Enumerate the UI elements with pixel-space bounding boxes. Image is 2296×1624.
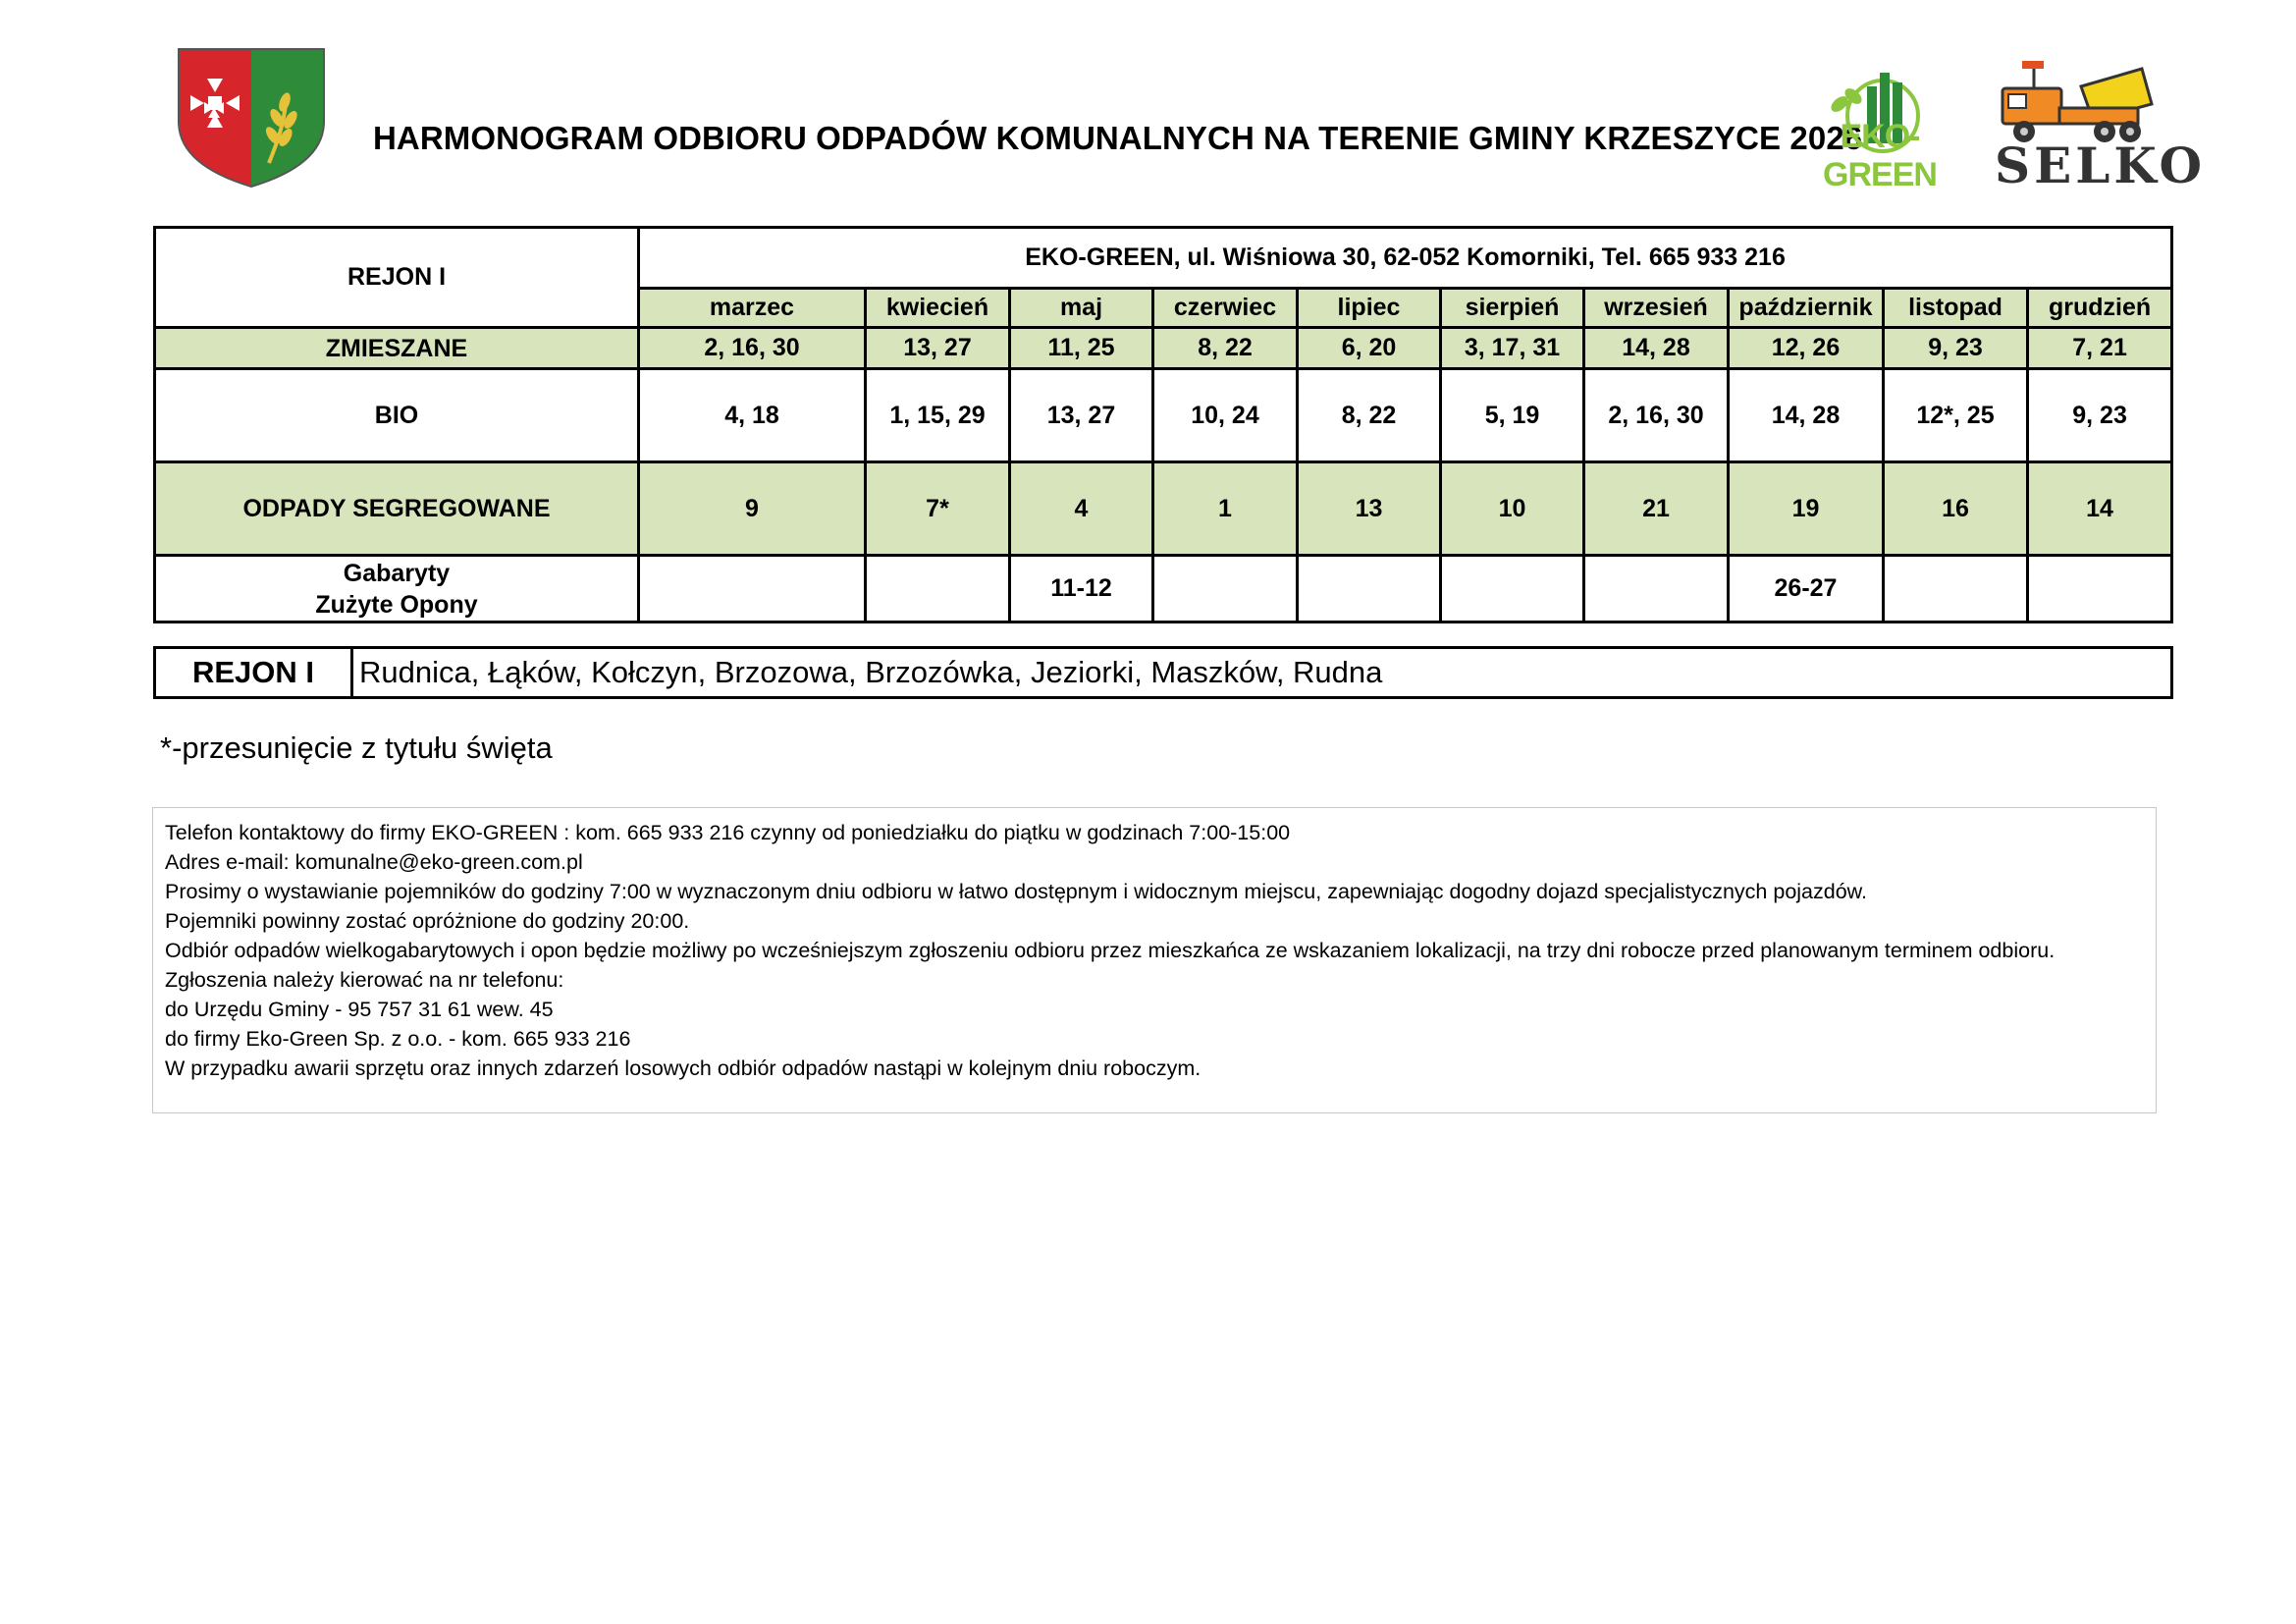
table-cell: 12*, 25	[1884, 369, 2028, 462]
info-line: W przypadku awarii sprzętu oraz innych zdarzeń losowych odbiór odpadów nastąpi w kolejnym dniu roboczym.	[165, 1056, 1201, 1080]
table-cell: 16	[1884, 462, 2028, 556]
eko-green-logo	[1800, 67, 1959, 194]
table-row-zmieszane	[155, 328, 2172, 369]
table-cell: 1, 15, 29	[866, 369, 1010, 462]
table-cell: 5, 19	[1441, 369, 1584, 462]
row-label	[155, 556, 639, 623]
row-label: BIO	[155, 369, 639, 462]
month-header: listopad	[1884, 289, 2028, 328]
table-cell: 14, 28	[1729, 369, 1884, 462]
table-cell: 8, 22	[1153, 328, 1298, 369]
table-cell: 9, 23	[1884, 328, 2028, 369]
info-line: Pojemniki powinny zostać opróżnione do godziny 20:00.	[165, 909, 690, 933]
table-cell: 2, 16, 30	[1584, 369, 1729, 462]
info-line: Zgłoszenia należy kierować na nr telefonu:	[165, 968, 564, 992]
table-cell: 3, 17, 31	[1441, 328, 1584, 369]
table-cell: 11, 25	[1010, 328, 1153, 369]
month-header: lipiec	[1298, 289, 1441, 328]
month-header: październik	[1729, 289, 1884, 328]
info-line: Prosimy o wystawianie pojemników do godziny 7:00 w wyznaczonym dniu odbioru w łatwo dostępnym i widocznym miejscu, zapewniając dogodny dojazd specjalistycznych pojazdów.	[165, 880, 1867, 903]
table-cell: 13	[1298, 462, 1441, 556]
schedule-table	[153, 226, 2173, 623]
info-line: Telefon kontaktowy do firmy EKO-GREEN : kom. 665 933 216 czynny od poniedziałku do piątku w godzinach 7:00-15:00	[165, 821, 1291, 844]
table-cell	[1153, 556, 1298, 623]
table-cell: 10	[1441, 462, 1584, 556]
info-line: do firmy Eko-Green Sp. z o.o. - kom. 665 933 216	[165, 1027, 631, 1051]
table-cell	[1441, 556, 1584, 623]
selko-logo	[1995, 59, 2207, 194]
month-header: wrzesień	[1584, 289, 1729, 328]
company-header: EKO-GREEN, ul. Wiśniowa 30, 62-052 Komorniki, Tel. 665 933 216	[639, 228, 2172, 289]
table-cell	[1884, 556, 2028, 623]
row-label: ZMIESZANE	[155, 328, 639, 369]
row-label-line: Gabaryty	[343, 559, 451, 587]
table-cell: 13, 27	[1010, 369, 1153, 462]
table-cell: 10, 24	[1153, 369, 1298, 462]
region-localities-table	[153, 646, 2173, 699]
region-localities: Rudnica, Łąków, Kołczyn, Brzozowa, Brzozówka, Jeziorki, Maszków, Rudna	[352, 648, 2172, 698]
table-cell: 26-27	[1729, 556, 1884, 623]
table-cell: 2, 16, 30	[639, 328, 866, 369]
table-cell: 6, 20	[1298, 328, 1441, 369]
page-title: HARMONOGRAM ODBIORU ODPADÓW KOMUNALNYCH NA TERENIE GMINY KRZESZYCE 2026	[373, 120, 1863, 156]
eko-green-logo-text: EKO-GREEN	[1823, 118, 1937, 193]
table-cell: 4, 18	[639, 369, 866, 462]
table-cell	[2028, 556, 2172, 623]
table-cell: 4	[1010, 462, 1153, 556]
info-line: Odbiór odpadów wielkogabarytowych i opon będzie możliwy po wcześniejszym zgłoszeniu odbioru przez mieszkańca ze wskazaniem lokalizacji, na trzy dni robocze przed planowanym terminem odbioru.	[165, 939, 2056, 962]
table-cell: 11-12	[1010, 556, 1153, 623]
table-row-segregowane	[155, 462, 2172, 556]
table-cell: 7*	[866, 462, 1010, 556]
holiday-note: *-przesunięcie z tytułu święta	[160, 731, 553, 765]
table-cell: 14, 28	[1584, 328, 1729, 369]
table-cell: 9	[639, 462, 866, 556]
table-cell	[866, 556, 1010, 623]
table-cell: 9, 23	[2028, 369, 2172, 462]
table-cell: 19	[1729, 462, 1884, 556]
table-cell: 21	[1584, 462, 1729, 556]
info-line: do Urzędu Gminy - 95 757 31 61 wew. 45	[165, 998, 554, 1021]
selko-logo-text: SELKO	[1995, 136, 2207, 194]
row-label-line: Zużyte Opony	[315, 590, 478, 619]
table-cell: 13, 27	[866, 328, 1010, 369]
month-header: marzec	[639, 289, 866, 328]
month-header: kwiecień	[866, 289, 1010, 328]
table-cell	[639, 556, 866, 623]
info-box	[152, 807, 2157, 1113]
region-label: REJON I	[155, 648, 352, 698]
month-header: maj	[1010, 289, 1153, 328]
crest-logo	[175, 45, 328, 189]
month-header: grudzień	[2028, 289, 2172, 328]
row-label: ODPADY SEGREGOWANE	[155, 462, 639, 556]
region-header-cell: REJON I	[155, 228, 639, 328]
table-cell	[1584, 556, 1729, 623]
month-header: sierpień	[1441, 289, 1584, 328]
table-cell: 1	[1153, 462, 1298, 556]
info-line: Adres e-mail: komunalne@eko-green.com.pl	[165, 850, 583, 874]
table-cell: 14	[2028, 462, 2172, 556]
month-header: czerwiec	[1153, 289, 1298, 328]
table-row-gabaryty	[155, 556, 2172, 623]
table-cell: 8, 22	[1298, 369, 1441, 462]
table-cell: 12, 26	[1729, 328, 1884, 369]
table-row-bio	[155, 369, 2172, 462]
table-cell	[1298, 556, 1441, 623]
table-cell: 7, 21	[2028, 328, 2172, 369]
